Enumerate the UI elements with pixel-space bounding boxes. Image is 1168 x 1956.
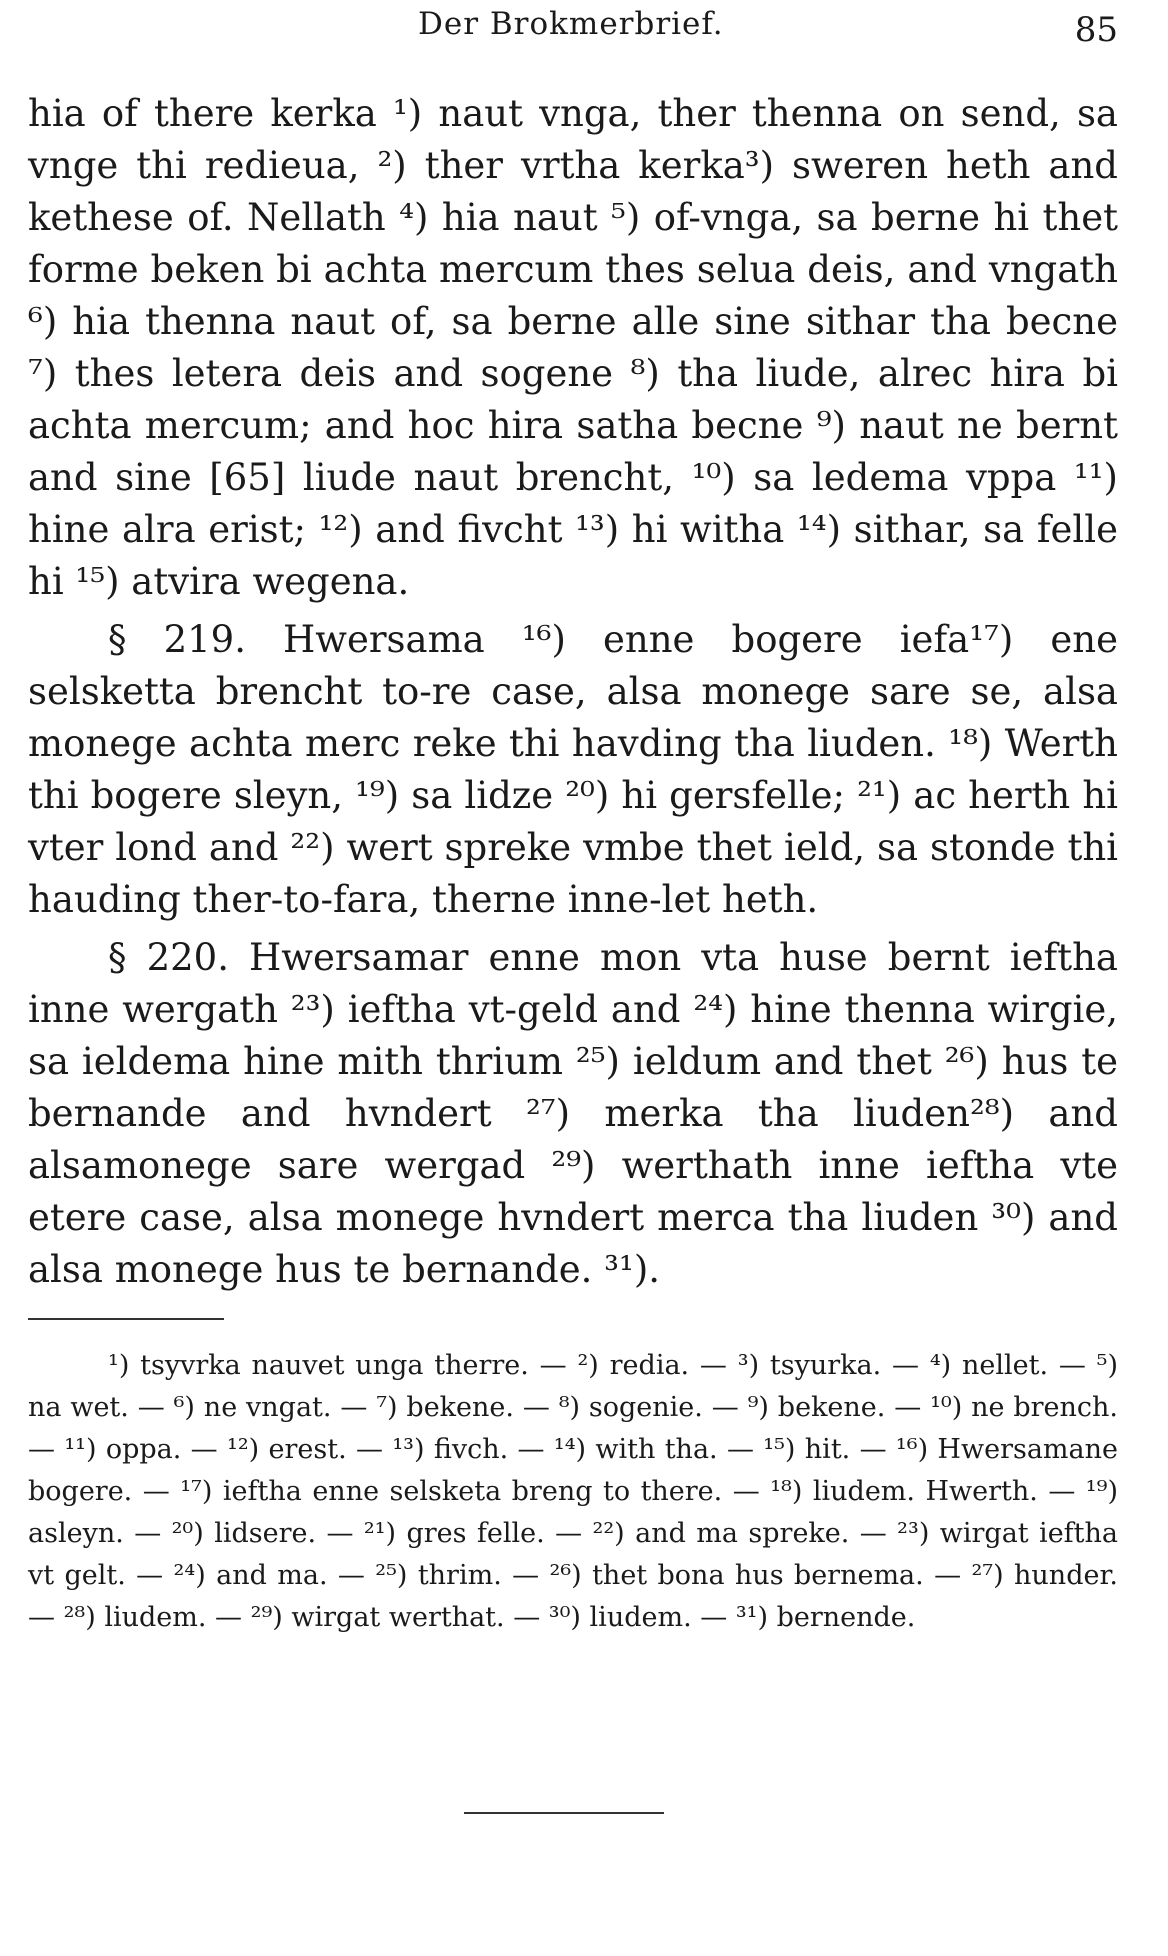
- page-number: 85: [1074, 10, 1118, 50]
- footnotes: [28, 1345, 1118, 1639]
- footnote-text: ¹) tsyvrka nauvet unga therre. — ²) redia. — ³) tsyurka. — ⁴) nellet. — ⁵) na wet. — ⁶) ne vngat. — ⁷) bekene. — ⁸) sogenie. — ⁹) bekene. — ¹⁰) ne brench. — ¹¹) oppa. — ¹²) erest. — ¹³) fivch. — ¹⁴) with tha. — ¹⁵) hit. — ¹⁶) Hwersamane bogere. — ¹⁷) ieftha enne selsketa breng to there. — ¹⁸) liudem. Hwerth. — ¹⁹) asleyn. — ²⁰) lidsere. — ²¹) gres felle. — ²²) and ma spreke. — ²³) wirgat ieftha vt gelt. — ²⁴) and ma. — ²⁵) thrim. — ²⁶) thet bona hus bernema. — ²⁷) hunder. — ²⁸) liudem. — ²⁹) wirgat werthat. — ³⁰) liudem. — ³¹) bernende.: [28, 1350, 1118, 1633]
- paragraph-section-220: § 220. Hwersamar enne mon vta huse bernt ieftha inne wergath ²³) ieftha vt-geld and ²⁴) hine thenna wirgie, sa ieldema hine mith thrium ²⁵) ieldum and thet ²⁶) hus te bernande and hvndert ²⁷) merka tha liuden²⁸) and alsamonege sare wergad ²⁹) werthath inne ieftha vte etere case, alsa monege hvndert merca tha liuden ³⁰) and alsa monege hus te bernande. ³¹).: [28, 936, 1118, 1291]
- running-head: [28, 6, 1118, 50]
- running-title: Der Brokmerbrief.: [418, 6, 724, 42]
- end-divider: [464, 1812, 664, 1814]
- paragraph-section-219: § 219. Hwersama ¹⁶) enne bogere iefa¹⁷) ene selsketta brencht to-re case, alsa monege sare se, alsa monege achta merc reke thi havding tha liuden. ¹⁸) Werth thi bogere sleyn, ¹⁹) sa lidze ²⁰) hi gersfelle; ²¹) ac herth hi vter lond and ²²) wert spreke vmbe thet ield, sa stonde thi hauding ther-to-fara, therne inne-let heth.: [28, 618, 1118, 921]
- footnote-divider: [28, 1318, 224, 1320]
- paragraph-continuation: hia of there kerka ¹) naut vnga, ther thenna on send, sa vnge thi redieua, ²) ther vrtha kerka³) sweren heth and kethese of. Nellath ⁴) hia naut ⁵) of-vnga, sa berne hi thet forme beken bi achta mercum thes selua deis, and vngath ⁶) hia thenna naut of, sa berne alle sine sithar tha becne ⁷) thes letera deis and sogene ⁸) tha liude, alrec hira bi achta mercum; and hoc hira satha becne ⁹) naut ne bernt and sine [65] liude naut brencht, ¹⁰) sa ledema vppa ¹¹) hine alra erist; ¹²) and fivcht ¹³) hi witha ¹⁴) sithar, sa felle hi ¹⁵) atvira wegena.: [28, 92, 1118, 603]
- main-text: [28, 88, 1118, 1296]
